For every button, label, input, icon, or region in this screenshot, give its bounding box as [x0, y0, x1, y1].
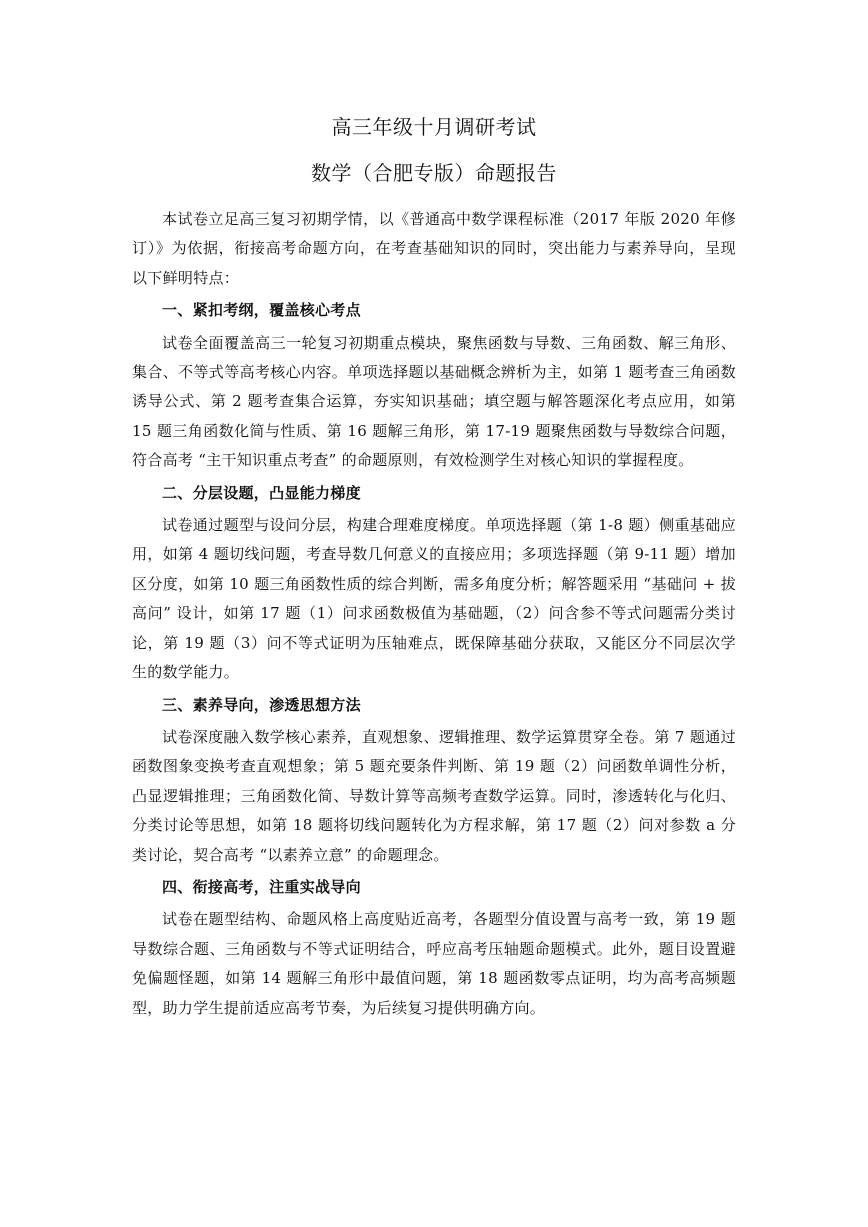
section-3	[132, 691, 736, 870]
section-heading: 一、紧扣考纲，覆盖核心考点	[162, 301, 361, 320]
section-heading: 四、衔接高考，注重实战导向	[162, 877, 361, 896]
document-subtitle: 数学（合肥专版）命题报告	[311, 161, 557, 185]
document-body	[132, 205, 736, 1023]
section-paragraph: 试卷深度融入数学核心素养，直观想象、逻辑推理、数学运算贯穿全卷。第 7 题通过函数图象变换考查直观想象；第 5 题充要条件判断、第 19 题（2）问函数单调性分析，凸显逻辑推理；三角函数化简、导数计算等高频考查数学运算。同时，渗透转化与化归、分类讨论等思想，如第 18 题将切线问题转化为方程求解，第 17 题（2）问对参数 a 分类讨论，契合高考 “以素养立意” 的命题理念。	[132, 727, 736, 864]
document-title: 高三年级十月调研考试	[331, 115, 537, 139]
section-heading: 三、素养导向，渗透思想方法	[162, 695, 361, 714]
section-2	[132, 479, 736, 688]
section-1	[132, 296, 736, 475]
section-heading: 二、分层设题，凸显能力梯度	[162, 483, 361, 502]
section-paragraph: 试卷在题型结构、命题风格上高度贴近高考，各题型分值设置与高考一致，第 19 题导数综合题、三角函数与不等式证明结合，呼应高考压轴题命题模式。此外，题目设置避免偏题怪题，如第 14 题解三角形中最值问题，第 18 题函数零点证明，均为高考高频题型，助力学生提前适应高考节奏，为后续复习提供明确方向。	[132, 910, 736, 1017]
section-paragraph: 试卷全面覆盖高三一轮复习初期重点模块，聚焦函数与导数、三角函数、解三角形、集合、不等式等高考核心内容。单项选择题以基础概念辨析为主，如第 1 题考查三角函数诱导公式、第 2 题考查集合运算，夯实知识基础；填空题与解答题深化考点应用，如第 15 题三角函数化简与性质、第 16 题解三角形，第 17-19 题聚焦函数与导数综合问题，符合高考 “主干知识重点考查” 的命题原则，有效检测学生对核心知识的掌握程度。	[132, 333, 736, 470]
intro-paragraph: 本试卷立足高三复习初期学情，以《普通高中数学课程标准（2017 年版 2020 年修订）》为依据，衔接高考命题方向，在考查基础知识的同时，突出能力与素养导向，呈现以下鲜明特点：	[132, 210, 736, 287]
section-paragraph: 试卷通过题型与设问分层，构建合理难度梯度。单项选择题（第 1-8 题）侧重基础应用，如第 4 题切线问题，考查导数几何意义的直接应用；多项选择题（第 9-11 题）增加区分度，如第 10 题三角函数性质的综合判断，需多角度分析；解答题采用 “基础问 + 拔高问” 设计，如第 17 题（1）问求函数极值为基础题，（2）问含参不等式问题需分类讨论，第 19 题（3）问不等式证明为压轴难点，既保障基础分获取，又能区分不同层次学生的数学能力。	[132, 516, 736, 682]
section-4	[132, 873, 736, 1023]
